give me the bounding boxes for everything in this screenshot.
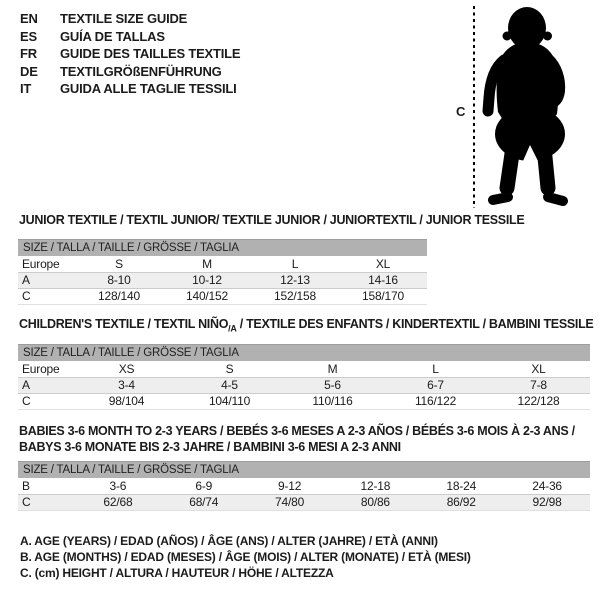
lang-label: TEXTILE SIZE GUIDE	[60, 11, 188, 26]
cell: 3-4	[75, 377, 178, 393]
title-subscript: /A	[228, 323, 237, 334]
title-text: / TEXTILE DES ENFANTS / KINDERTEXTIL / BAMBINI TESSILE	[236, 317, 594, 331]
cell: 152/158	[251, 288, 339, 304]
babies-title-line2: BABYS 3-6 MONATE BIS 2-3 JAHRE / BAMBINI 3-6 MESI A 2-3 ANNI	[19, 439, 401, 454]
height-dashed-line	[473, 6, 475, 208]
lang-row-it	[20, 80, 240, 98]
junior-size-table	[18, 239, 427, 305]
cell: 104/110	[178, 393, 281, 409]
cell: M	[281, 361, 384, 377]
lang-code: ES	[20, 28, 37, 44]
babies-table	[18, 478, 590, 511]
height-measure-label: C	[456, 104, 466, 119]
cell: 110/116	[281, 393, 384, 409]
size-header-band: SIZE / TALLA / TAILLE / GRÖSSE / TAGLIA	[18, 461, 590, 478]
table-row-height	[18, 288, 427, 304]
babies-table-title	[19, 424, 575, 455]
cell: 122/128	[487, 393, 590, 409]
children-size-table	[18, 344, 590, 410]
table-row-height	[18, 494, 590, 510]
cell: XL	[487, 361, 590, 377]
cell: XL	[339, 256, 427, 272]
lang-code: DE	[20, 63, 38, 79]
table-row-age	[18, 377, 590, 393]
table-row-europe	[18, 256, 427, 272]
junior-table	[18, 256, 427, 305]
cell: S	[75, 256, 163, 272]
row-label: A	[18, 272, 75, 288]
table-row-height	[18, 393, 590, 409]
footnotes	[20, 533, 471, 581]
cell: XS	[75, 361, 178, 377]
cell: 12-18	[332, 478, 418, 494]
lang-row-es	[20, 28, 240, 46]
language-guide-list	[20, 10, 240, 98]
children-table	[18, 361, 590, 410]
junior-table-title: JUNIOR TEXTILE / TEXTIL JUNIOR/ TEXTILE JUNIOR / JUNIORTEXTIL / JUNIOR TESSILE	[19, 213, 525, 227]
cell: 6-9	[161, 478, 247, 494]
cell: 18-24	[418, 478, 504, 494]
row-label: A	[18, 377, 75, 393]
row-label: C	[18, 393, 75, 409]
cell: 92/98	[504, 494, 590, 510]
table-row-age-months	[18, 478, 590, 494]
cell: 3-6	[75, 478, 161, 494]
cell: 68/74	[161, 494, 247, 510]
cell: 7-8	[487, 377, 590, 393]
cell: 6-7	[384, 377, 487, 393]
lang-code: FR	[20, 46, 37, 61]
cell: 4-5	[178, 377, 281, 393]
cell: 5-6	[281, 377, 384, 393]
row-label: Europe	[18, 256, 75, 272]
lang-label: GUIDA ALLE TAGLIE TESSILI	[60, 81, 237, 96]
cell: 116/122	[384, 393, 487, 409]
children-table-title	[19, 317, 593, 337]
cell: 24-36	[504, 478, 590, 494]
cell: 14-16	[339, 272, 427, 288]
footnote-b: B. AGE (MONTHS) / EDAD (MESES) / ÂGE (MOIS) / ALTER (MONATE) / ETÀ (MESI)	[20, 550, 471, 564]
row-label: B	[18, 478, 75, 494]
cell: 12-13	[251, 272, 339, 288]
height-measure-figure	[452, 2, 600, 210]
cell: 158/170	[339, 288, 427, 304]
row-label: Europe	[18, 361, 75, 377]
cell: M	[163, 256, 251, 272]
cell: 80/86	[332, 494, 418, 510]
lang-label: GUÍA DE TALLAS	[60, 28, 165, 44]
cell: 128/140	[75, 288, 163, 304]
lang-code: EN	[20, 11, 38, 26]
size-header-band: SIZE / TALLA / TAILLE / GRÖSSE / TAGLIA	[18, 239, 427, 256]
footnote-c: C. (cm) HEIGHT / ALTURA / HAUTEUR / HÖHE / ALTEZZA	[20, 566, 334, 580]
lang-row-de	[20, 63, 240, 81]
babies-title-line1: BABIES 3-6 MONTH TO 2-3 YEARS / BEBÉS 3-6 MESES A 2-3 AÑOS / BÉBÉS 3-6 MOIS À 2-3 ANS /	[19, 424, 575, 438]
lang-row-en	[20, 10, 240, 28]
row-label: C	[18, 494, 75, 510]
cell: 8-10	[75, 272, 163, 288]
cell: 140/152	[163, 288, 251, 304]
footnote-a: A. AGE (YEARS) / EDAD (AÑOS) / ÂGE (ANS) / ALTER (JAHRE) / ETÀ (ANNI)	[20, 534, 438, 548]
lang-label: TEXTILGRÖßENFÜHRUNG	[60, 63, 222, 79]
cell: 9-12	[247, 478, 333, 494]
table-row-age	[18, 272, 427, 288]
row-label: C	[18, 288, 75, 304]
cell: 74/80	[247, 494, 333, 510]
title-text: CHILDREN'S TEXTILE / TEXTIL NIÑO	[19, 317, 229, 331]
lang-label: GUIDE DES TAILLES TEXTILE	[60, 46, 241, 61]
size-header-band: SIZE / TALLA / TAILLE / GRÖSSE / TAGLIA	[18, 344, 590, 361]
table-row-europe	[18, 361, 590, 377]
babies-size-table	[18, 461, 590, 511]
lang-code: IT	[20, 81, 32, 96]
cell: L	[384, 361, 487, 377]
cell: S	[178, 361, 281, 377]
baby-silhouette-icon	[482, 4, 578, 208]
cell: 98/104	[75, 393, 178, 409]
cell: 86/92	[418, 494, 504, 510]
cell: 62/68	[75, 494, 161, 510]
cell: L	[251, 256, 339, 272]
lang-row-fr	[20, 45, 240, 63]
cell: 10-12	[163, 272, 251, 288]
